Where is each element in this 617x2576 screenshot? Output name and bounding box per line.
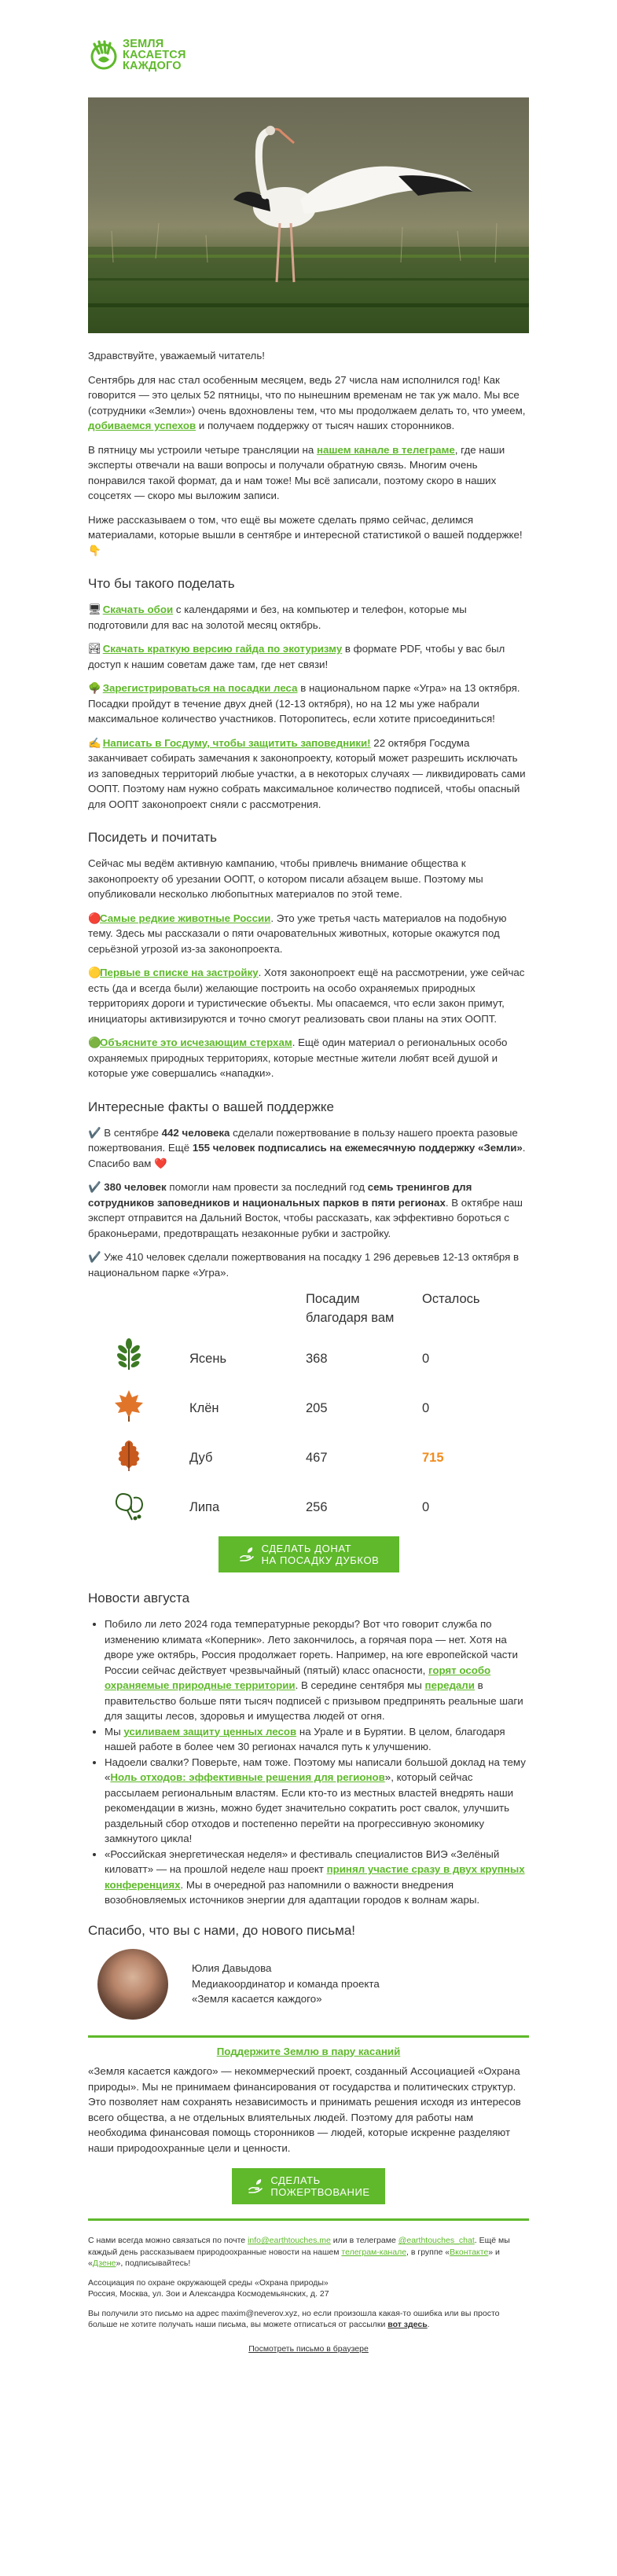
donate-button[interactable] — [232, 2168, 385, 2204]
unsubscribe-link[interactable]: вот здесь — [387, 2320, 428, 2329]
maple-leaf-icon — [112, 1388, 146, 1422]
news-text: Мы — [105, 1725, 124, 1738]
tree-name: Клён — [189, 1400, 219, 1415]
forest-protection-link[interactable]: усиливаем защиту ценных лесов — [123, 1725, 297, 1738]
read-intro: Сейчас мы ведём активную кампанию, чтобы привлечь внимание общества к законопроекту об урезании ООПТ, о котором писали абзацем выше. Поэтому мы опубликовали несколько любопытных материалов по этой теме. — [88, 857, 483, 900]
footer-unsubscribe — [88, 2308, 529, 2331]
ash-leaf-icon — [112, 1338, 146, 1373]
browser-link-wrap — [88, 2343, 529, 2355]
donate-oak-button-wrap — [219, 1536, 399, 1572]
table-row — [88, 1334, 529, 1383]
fact-text: ✔️ В сентябре — [88, 1126, 162, 1139]
fact-2 — [88, 1180, 529, 1241]
fact-text: . Спасибо вам ❤️ — [88, 1142, 526, 1169]
read-item-rare-animals — [88, 911, 529, 957]
footer-text: . Ещё мы каждый день рассказываем природоохранные новости на нашем — [88, 2236, 510, 2257]
intro-text: В пятницу мы устроили четыре трансляции на — [88, 443, 317, 456]
conferences-link[interactable]: принял участие сразу в двух крупных конференциях — [105, 1863, 525, 1891]
avatar — [97, 1949, 168, 2020]
footer-text: или в телеграме — [330, 2236, 398, 2245]
list-item — [105, 1724, 529, 1755]
footer-contacts — [88, 2235, 529, 2270]
item-text: в национальном парке «Угра» на 13 октября. Посадки пройдут в течение двух дней (12-13 октября), но на 12 мы уже набрали максимальное количество участников. Поторопитесь, если хотите присоединиться! — [88, 682, 520, 725]
section-title-do: Что бы такого поделать — [88, 576, 235, 591]
greeting: Здравствуйте, уважаемый читатель! — [88, 350, 265, 361]
button-label: НА ПОСАДКУ ДУБКОВ — [261, 1554, 380, 1566]
item-text: . Это уже третья часть материалов на подобную тему. Здесь мы рассказали о пяти очаровательных животных, которые окажутся под серьёзной угрозой из-за законопроекта. — [88, 912, 507, 955]
do-item-duma — [88, 736, 529, 813]
intro-paragraph-3: Ниже рассказываем о том, что ещё вы можете сделать прямо сейчас, делимся материалами, которые вышли в сентябре и интересной статистикой о вашей поддержке! 👇 — [88, 513, 523, 556]
fact-strong: 155 человек подписались на ежемесячную поддержку «Земли» — [192, 1142, 523, 1154]
closing-title: Спасибо, что вы с нами, до нового письма! — [88, 1922, 356, 1938]
signature-name: Юлия Давыдова — [192, 1962, 272, 1975]
header-left: Осталось — [422, 1292, 480, 1306]
fact-text: . В октябре наш эксперт отправится на Дальний Восток, чтобы рассказать, как эффективно бороться с браконьерами, предотвращать незаконные рубки и застройку. — [88, 1196, 523, 1239]
news-text: в правительство больше пяти тысяч подписей с призывом предпринять реальные шаги для защиты лесов, здоровья и имущества людей от огня. — [105, 1679, 523, 1722]
logo-line-3: КАЖДОГО — [123, 60, 182, 72]
tree-left: 0 — [422, 1351, 430, 1366]
wallpapers-link[interactable]: Скачать обои — [102, 604, 174, 615]
signature-role: Медиакоординатор и команда проекта «Земля касается каждого» — [192, 1977, 380, 2005]
item-text: в формате PDF, чтобы у вас был доступ к нашим советам даже там, где нет связи! — [88, 643, 505, 670]
section-title-facts: Интересные факты о вашей поддержке — [88, 1099, 334, 1114]
table-row — [88, 1482, 529, 1532]
footer-text: С нами всегда можно связаться по почте — [88, 2236, 248, 2245]
news-list — [88, 1616, 529, 1908]
news-text: . Мы в очередной раз напомнили о важности внедрения возобновляемых источников энергии для адаптации городов к волнам жары. — [105, 1878, 480, 1906]
item-text: . Ещё один материал о региональных особо охраняемых природных территориях, которые местные жители любят всей душой и которые уже совершались «нападки». — [88, 1037, 508, 1079]
telegram-channel-link[interactable]: нашем канале в телеграме — [316, 443, 455, 456]
tree-name: Дуб — [189, 1450, 213, 1465]
logo[interactable] — [88, 0, 529, 83]
fact-strong: 380 человек — [104, 1181, 167, 1193]
recipient-email: maxim@neverov.xyz — [221, 2308, 298, 2318]
support-text: «Земля касается каждого» — некоммерческий проект, созданный Ассоциацией «Охрана природы». Мы не принимаем финансирования от государства и политических структур. Это позволяет нам сохранять независимость и принимать решения исходя из интересов всего общества, а не отдельных влиятельных людей. Поэтому для работы нам необходима финансовая помощь сторонников — людей, которые искренне разделяют наши природоохранные цели и ценности. — [88, 2065, 521, 2154]
view-in-browser-link[interactable]: Посмотреть письмо в браузере — [248, 2343, 369, 2354]
dzen-link[interactable]: Дзене — [92, 2259, 116, 2268]
fact-text: помогли нам провести за последний год — [166, 1181, 368, 1193]
trees-table-header — [88, 1289, 529, 1334]
list-item — [105, 1616, 529, 1724]
news-text: Побило ли лето 2024 года температурные рекорды? Вот что говорит служба по изменению климата «Коперник». Лето закончилось, а горячая пора — нет. Хотя на дворе уже октябрь, Россия продолжает гореть. Например, на юге европейской части России сейчас действует чрезвычайный (пятый) класс опасности, — [105, 1618, 518, 1676]
logo-line-2: КАСАЕТСЯ — [123, 49, 186, 61]
footer-text: , но если произошла какая-то ошибка или вы просто больше не хотите получать наши письма, вы можете отписаться от рассылки — [88, 2308, 500, 2329]
zero-waste-report-link[interactable]: Ноль отходов: эффективные решения для регионов — [110, 1771, 385, 1783]
intro-text: Сентябрь для нас стал особенным месяцем, ведь 27 числа нам исполнился год! Как говорится — это целых 52 пятницы, что по нынешним временам не так уж мало. Мы все (сотрудники «Земли») очень вдохновлены тем, что мы продолжаем делать то, что умеем, — [88, 373, 526, 416]
news-text: на Урале и в Бурятии. В целом, благодаря нашей работе в более чем 30 регионах начался путь к улучшению. — [105, 1725, 505, 1752]
section-title-news: Новости августа — [88, 1591, 190, 1605]
org-name: Ассоциация по охране окружающей среды «Охрана природы» — [88, 2277, 329, 2288]
logo-line-1: ЗЕМЛЯ — [123, 38, 164, 50]
tree-icon-cell — [88, 1482, 189, 1532]
footer-text: , в группе « — [406, 2247, 450, 2257]
footer-text: Вы получили это письмо на адрес — [88, 2308, 222, 2318]
fact-text: сделали пожертвование в пользу нашего проекта разовые пожертвования. Ещё — [88, 1126, 518, 1154]
intro-paragraph-2 — [88, 442, 529, 504]
fact-text: ✔️ — [88, 1181, 105, 1193]
signature — [88, 1949, 529, 2020]
news-text: », который сейчас рассылаем региональным властям. Если кто-то из местных властей внедрять наши рекомендации в жизнь, можно будет значительно сократить рост свалок, улучшить раздельный сбор отходов и постепенно перейти на прогрессивную экономику замкнутого цикла! — [105, 1771, 514, 1844]
news-text: Надоели свалки? Поверьте, нам тоже. Поэтому мы написали большой доклад на тему « — [105, 1756, 526, 1783]
tree-left: 0 — [422, 1400, 430, 1415]
tree-icon-cell — [88, 1433, 189, 1482]
list-item — [105, 1847, 529, 1908]
read-item-cranes — [88, 1035, 529, 1081]
planting-registration-link[interactable]: Зарегистрироваться на посадки леса — [102, 682, 298, 694]
tree-planted: 467 — [306, 1450, 328, 1465]
news-text: «Российская энергетическая неделя» и фестиваль специалистов ВИЭ «Зелёный киловатт» — на прошлой неделе наш проект — [105, 1848, 500, 1875]
cranes-link[interactable]: Объясните это исчезающим стерхам — [100, 1037, 292, 1048]
red-circle-icon: 🔴 — [88, 912, 101, 924]
email-link[interactable]: info@earthtouches.me — [248, 2236, 331, 2245]
logo-hand-icon — [88, 39, 119, 71]
vk-link[interactable]: Вконтакте — [450, 2247, 489, 2257]
item-text: . Хотя законопроект ещё на рассмотрении, уже сейчас есть (да и всегда были) желающие построить на особо охраняемых природных территориях дороги и туристические объекты. Мы опасаемся, что если закон примут, инициаторы активизируются и точно смогут реализовать свои планы на этих ООПТ. — [88, 967, 525, 1025]
tree-icon-cell — [88, 1383, 189, 1433]
org-address: Россия, Москва, ул. Зои и Александра Космодемьянских, д. 27 — [88, 2289, 329, 2299]
fact-strong: семь тренингов для сотрудников заповедников и национальных парков в пяти регионах — [88, 1181, 472, 1209]
hand-leaf-icon — [247, 2178, 264, 2195]
success-link[interactable]: добиваемся успехов — [88, 420, 196, 431]
rare-animals-link[interactable]: Самые редкие животные России — [100, 912, 271, 924]
burning-territories-link[interactable]: горят особо охраняемые природные территории — [105, 1664, 491, 1691]
button-label: ПОЖЕРТВОВАНИЕ — [270, 2186, 370, 2198]
linden-leaf-icon — [112, 1487, 146, 1521]
tree-left: 0 — [422, 1499, 430, 1514]
item-text: с календарями и без, на компьютер и телефон, которые мы подготовили для вас на золотой месяц октябрь. — [88, 604, 467, 631]
footer-address — [88, 2277, 529, 2300]
construction-list-link[interactable]: Первые в списке на застройку — [100, 967, 259, 978]
passed-link[interactable]: передали — [424, 1679, 475, 1691]
section-title-read: Посидеть и почитать — [88, 830, 218, 845]
header-planted: Посадим благодаря вам — [306, 1292, 395, 1325]
header-empty — [189, 1289, 305, 1334]
tree-name: Ясень — [189, 1351, 227, 1366]
intro-text: , где наши эксперты отвечали на ваши вопросы и получали обратную связь. Многим очень понравился такой формат, да и нам тоже! Мы всё записали, поэтому скоро в наших соцсетях — скоро мы выложим записи. — [88, 443, 505, 501]
tree-icon: 🌳 — [88, 682, 101, 694]
do-item-guide — [88, 641, 529, 672]
computer-icon: 🖥 — [88, 604, 101, 615]
hero-crane-photo — [88, 97, 529, 333]
tree-icon-cell — [88, 1334, 189, 1383]
read-item-construction — [88, 965, 529, 1026]
oak-leaf-icon — [112, 1437, 146, 1472]
writing-hand-icon: ✍ — [88, 736, 101, 749]
signature-text — [192, 1961, 404, 2007]
trees-table — [88, 1289, 529, 1532]
fact-1 — [88, 1125, 529, 1172]
list-item — [105, 1755, 529, 1847]
footer — [88, 2235, 529, 2354]
logo-text — [123, 39, 186, 72]
yellow-circle-icon: 🟡 — [88, 967, 101, 978]
landscape-icon: 🏞 — [88, 643, 101, 655]
table-row — [88, 1433, 529, 1482]
support-link[interactable]: Поддержите Землю в пару касаний — [216, 2045, 401, 2057]
tree-left-highlight: 715 — [422, 1450, 444, 1465]
ecotourism-guide-link[interactable]: Скачать краткую версию гайда по экотуризму — [102, 643, 343, 655]
donate-button-wrap — [232, 2168, 385, 2204]
tree-planted: 256 — [306, 1499, 328, 1514]
table-row — [88, 1383, 529, 1433]
email-body — [88, 0, 529, 2354]
footer-text: », подписывайтесь! — [116, 2259, 191, 2268]
divider — [88, 2035, 529, 2038]
duma-petition-link[interactable]: Написать в Госдуму, чтобы защитить заповедники! — [102, 736, 371, 749]
divider — [88, 2218, 529, 2221]
do-item-wallpapers — [88, 602, 529, 633]
tree-planted: 205 — [306, 1400, 328, 1415]
header-empty — [88, 1289, 189, 1334]
donate-oak-button[interactable] — [219, 1536, 399, 1572]
news-text: . В середине сентября мы — [295, 1679, 425, 1691]
fact-strong: 442 человека — [161, 1126, 230, 1139]
hand-leaf-icon — [238, 1546, 255, 1563]
button-label: СДЕЛАТЬ — [270, 2174, 321, 2186]
button-label: СДЕЛАТЬ ДОНАТ — [261, 1543, 352, 1554]
do-item-planting — [88, 681, 529, 727]
item-text: 22 октября Госдума заканчивает собирать замечания к законопроекту, который может разрешить исключать из заповедных территорий любые участки, а в некоторых случаях — ликвидировать сами ООПТ. Поэтому нам нужно собрать максимальное количество подписей, чтобы опасный для ООПТ законопроект сняли с рассмотрения. — [88, 736, 526, 810]
telegram-chat-link[interactable]: @earthtouches_chat — [398, 2236, 475, 2245]
fact-3: ✔️ Уже 410 человек сделали пожертвования на посадку 1 296 деревьев 12-13 октября в национальном парке «Угра». — [88, 1251, 520, 1279]
green-circle-icon: 🟢 — [88, 1037, 101, 1048]
intro-text: и получаем поддержку от тысяч наших сторонников. — [196, 420, 455, 431]
footer-text: » и « — [88, 2247, 500, 2268]
tree-planted: 368 — [306, 1351, 328, 1366]
telegram-channel-footer-link[interactable]: телеграм-канале — [341, 2247, 407, 2257]
footer-text: . — [427, 2320, 430, 2329]
support-link-wrap — [88, 2044, 529, 2060]
tree-name: Липа — [189, 1499, 220, 1514]
intro-paragraph-1 — [88, 372, 529, 434]
